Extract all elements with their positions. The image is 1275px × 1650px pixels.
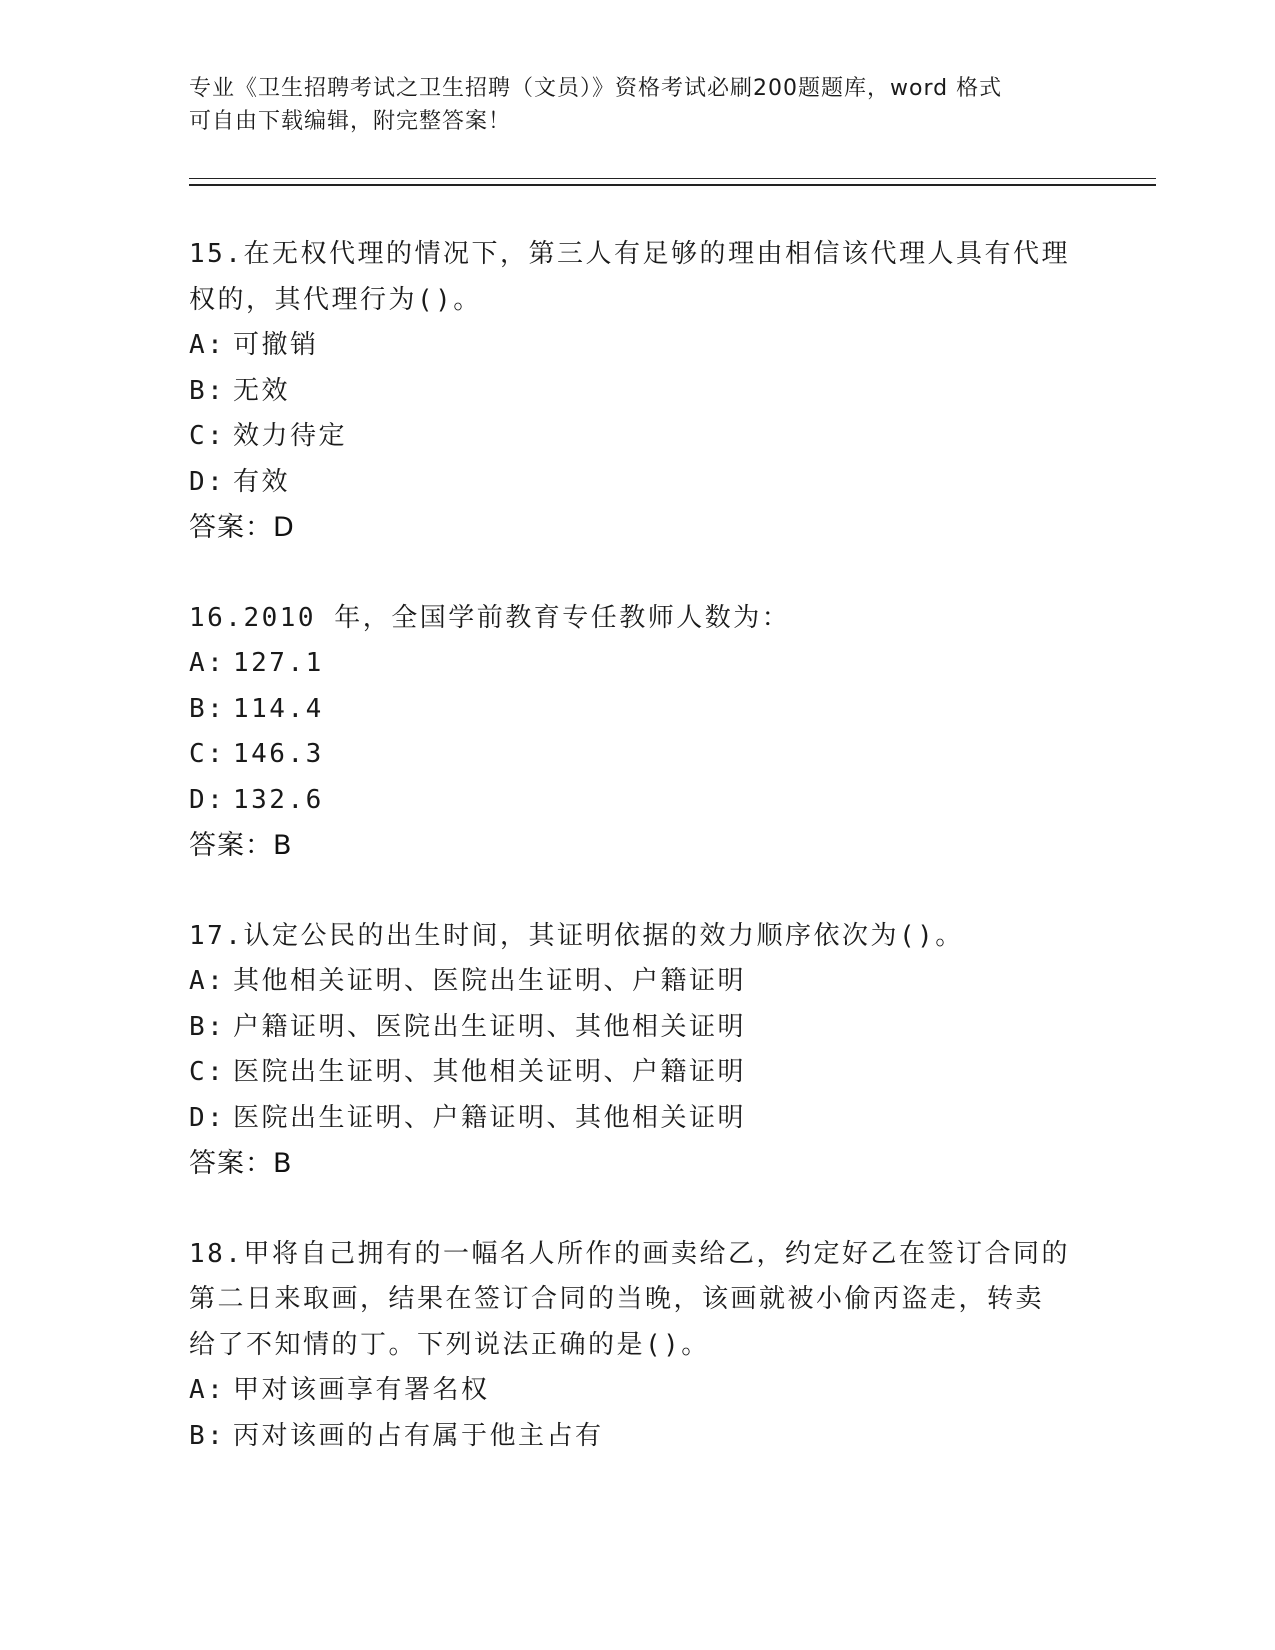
option-d: [189, 460, 1089, 506]
option-key: A:: [189, 966, 226, 996]
option-key: A:: [189, 330, 226, 360]
option-text: 无效: [233, 375, 291, 406]
option-d: [189, 1096, 1089, 1142]
question-stem-line: 16.2010 年，全国学前教育专任教师人数为：: [189, 602, 791, 633]
option-a: [189, 323, 1089, 369]
question-18: [189, 1232, 1089, 1460]
option-c: [189, 1050, 1089, 1096]
option-text: 132.6: [233, 784, 324, 815]
question-stem-line: 第二日来取画，结果在签订合同的当晚，该画就被小偷丙盗走，转卖: [189, 1284, 1045, 1314]
option-key: A:: [189, 1375, 226, 1405]
option-key: B:: [189, 1420, 226, 1451]
question-15: [189, 232, 1089, 551]
option-text: 146.3: [233, 739, 324, 769]
option-key: B:: [189, 375, 226, 406]
option-text: 可撤销: [233, 330, 319, 360]
option-b: [189, 369, 1089, 415]
question-17: [189, 914, 1089, 1187]
option-text: 甲对该画享有署名权: [233, 1375, 490, 1405]
option-b: [189, 1005, 1089, 1051]
question-list: [189, 232, 1089, 1504]
option-a: [189, 641, 1089, 687]
question-stem-line: 给了不知情的丁。下列说法正确的是()。: [189, 1329, 710, 1360]
option-text: 127.1: [233, 648, 324, 678]
option-key: B:: [189, 693, 226, 724]
option-text: 医院出生证明、户籍证明、其他相关证明: [233, 1102, 747, 1133]
question-stem-line: 权的，其代理行为()。: [189, 284, 482, 315]
question-stem-line: 18.甲将自己拥有的一幅名人所作的画卖给乙，约定好乙在签订合同的: [189, 1238, 1070, 1269]
option-key: D:: [189, 784, 226, 815]
option-key: B:: [189, 1011, 226, 1042]
header-divider: [189, 178, 1156, 186]
option-c: [189, 732, 1089, 778]
question-16: [189, 596, 1089, 869]
option-text: 114.4: [233, 693, 324, 724]
header-line-2: 可自由下载编辑，附完整答案！: [189, 109, 512, 134]
document-header: [189, 72, 1069, 138]
answer-line: 答案：B: [189, 1148, 293, 1179]
option-text: 效力待定: [233, 421, 348, 451]
option-key: D:: [189, 1102, 226, 1133]
option-text: 有效: [233, 466, 291, 497]
option-text: 医院出生证明、其他相关证明、户籍证明: [233, 1057, 747, 1087]
option-text: 户籍证明、医院出生证明、其他相关证明: [233, 1011, 747, 1042]
option-b: [189, 687, 1089, 733]
question-stem-line: 15.在无权代理的情况下，第三人有足够的理由相信该代理人具有代理: [189, 239, 1070, 269]
option-key: D:: [189, 466, 226, 497]
option-b: [189, 1414, 1089, 1460]
option-key: A:: [189, 648, 226, 678]
header-line-1: 专业《卫生招聘考试之卫生招聘（文员）》资格考试必刷200题题库，word 格式: [189, 76, 1003, 101]
option-key: C:: [189, 1057, 226, 1087]
answer-line: 答案：B: [189, 830, 293, 861]
option-c: [189, 414, 1089, 460]
answer-line: 答案：D: [189, 512, 295, 543]
option-text: 丙对该画的占有属于他主占有: [233, 1420, 604, 1451]
option-key: C:: [189, 421, 226, 451]
option-d: [189, 778, 1089, 824]
question-stem-line: 17.认定公民的出生时间，其证明依据的效力顺序依次为()。: [189, 920, 964, 951]
option-a: [189, 959, 1089, 1005]
option-key: C:: [189, 739, 226, 769]
option-a: [189, 1368, 1089, 1414]
option-text: 其他相关证明、医院出生证明、户籍证明: [233, 966, 747, 996]
